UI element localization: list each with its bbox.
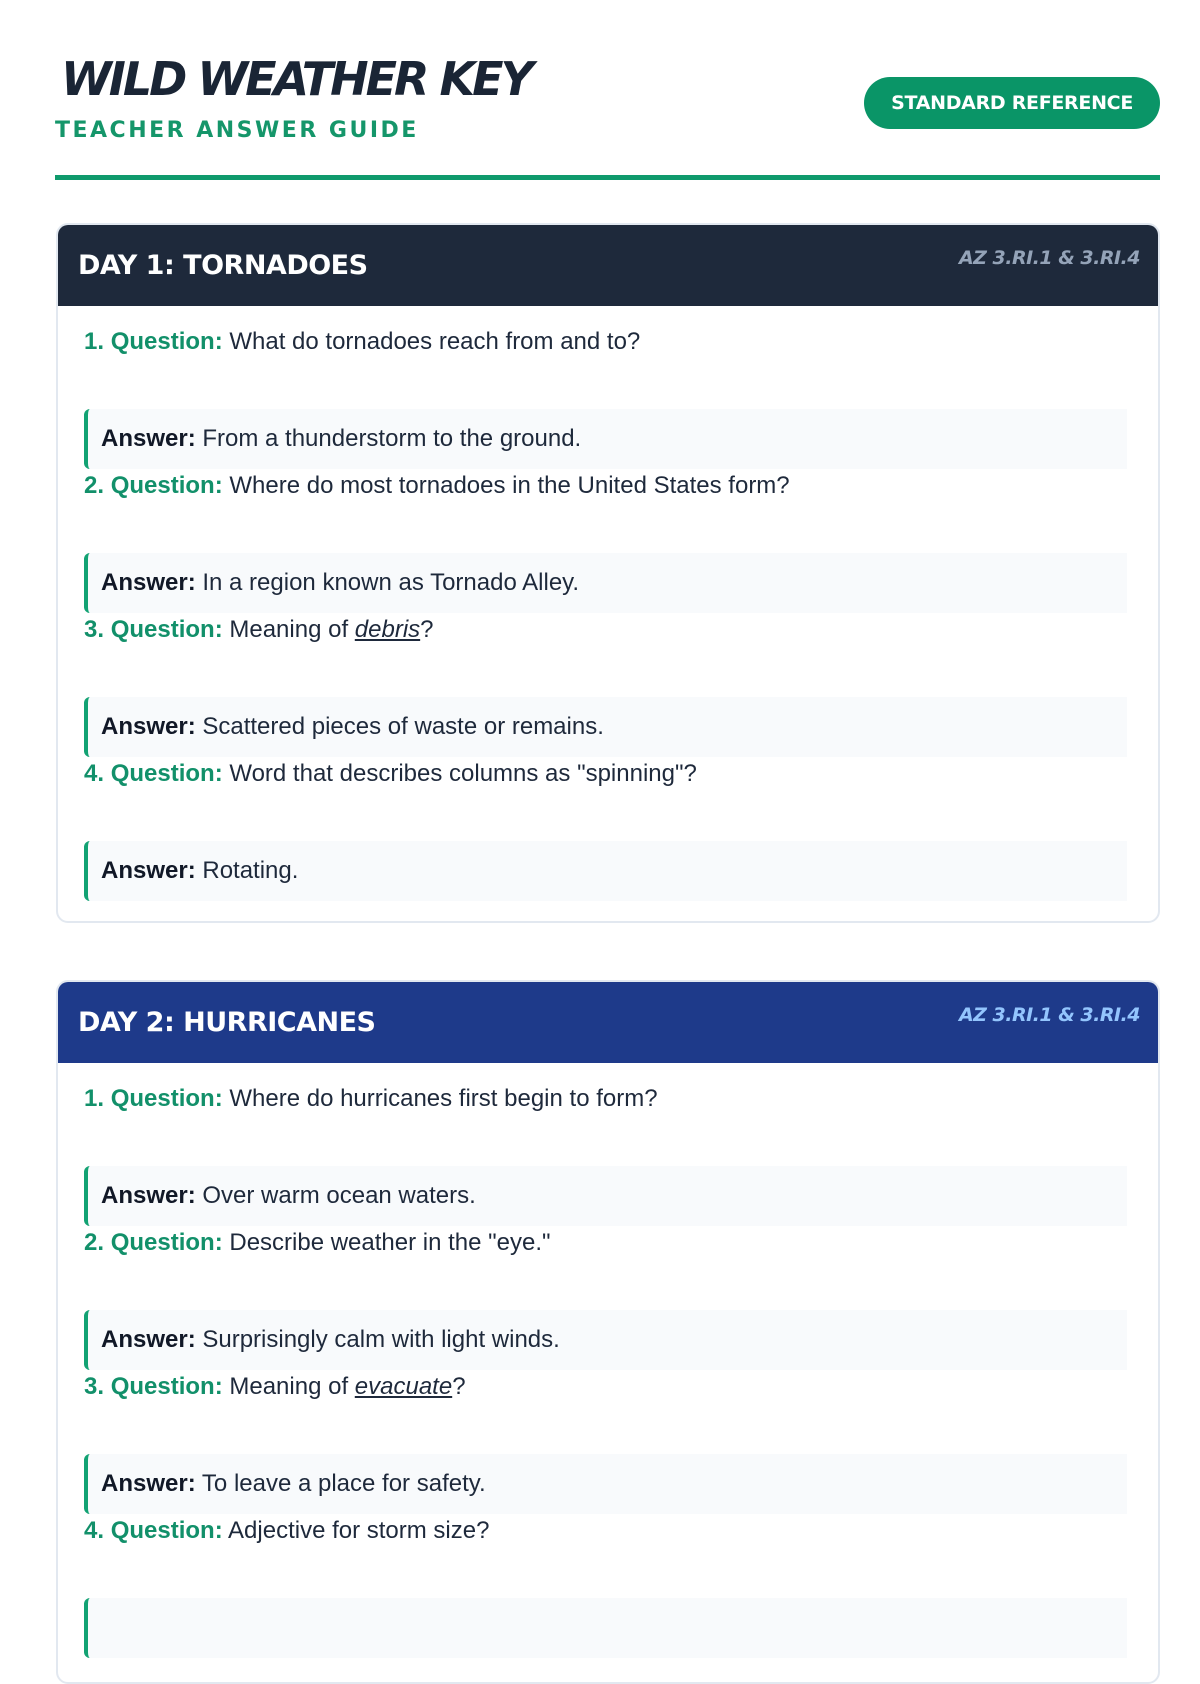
day-2-card — [56, 980, 1160, 1684]
answer-label: Answer: — [101, 713, 196, 740]
question — [84, 753, 1127, 795]
answer — [84, 697, 1127, 757]
question-text: Adjective for storm size? — [228, 1517, 490, 1544]
answer-label: Answer: — [101, 857, 196, 884]
qa-item — [84, 1366, 1127, 1514]
answer — [84, 1310, 1127, 1370]
question — [84, 1078, 1127, 1120]
question — [84, 609, 1127, 651]
question-text-end: ? — [452, 1373, 466, 1400]
question — [84, 321, 1127, 363]
answer-text: Over warm ocean waters. — [202, 1182, 476, 1209]
question — [84, 1366, 1127, 1408]
question — [84, 1510, 1127, 1552]
qa-item — [84, 321, 1127, 469]
question-label: 1. Question: — [84, 1085, 223, 1112]
question-label: 1. Question: — [84, 328, 223, 355]
question-text: Where do most tornadoes in the United States form? — [229, 472, 790, 499]
vocab-word: evacuate — [354, 1373, 453, 1400]
day-1-header — [58, 225, 1158, 306]
answer — [84, 1166, 1127, 1226]
page-subtitle: TEACHER ANSWER GUIDE — [55, 118, 419, 143]
day-2-header — [58, 982, 1158, 1063]
header-divider — [55, 175, 1160, 180]
question — [84, 1222, 1127, 1264]
question-label: 3. Question: — [84, 616, 223, 643]
answer-label: Answer: — [101, 425, 196, 452]
answer-label: Answer: — [101, 1182, 196, 1209]
answer-text: Rotating. — [202, 857, 299, 884]
day-2-standard: AZ 3.RI.1 & 3.RI.4 — [958, 1004, 1140, 1026]
standard-reference-badge: STANDARD REFERENCE — [864, 77, 1160, 129]
answer-text: To leave a place for safety. — [201, 1470, 486, 1497]
day-1-standard: AZ 3.RI.1 & 3.RI.4 — [958, 247, 1140, 269]
qa-item — [84, 753, 1127, 901]
answer — [84, 1598, 1127, 1658]
question-label: 4. Question: — [84, 760, 223, 787]
answer-text: Scattered pieces of waste or remains. — [202, 713, 604, 740]
answer-text: From a thunderstorm to the ground. — [202, 425, 582, 452]
question-text: Meaning of — [229, 616, 355, 643]
question-text: Word that describes columns as "spinning"? — [229, 760, 697, 787]
day-2-title: DAY 2: HURRICANES — [78, 1007, 376, 1038]
answer-label: Answer: — [101, 1326, 196, 1353]
qa-item — [84, 1222, 1127, 1370]
qa-item — [84, 465, 1127, 613]
question — [84, 465, 1127, 507]
day-1-title: DAY 1: TORNADOES — [78, 250, 368, 281]
day-1-card — [56, 223, 1160, 923]
question-text: Describe weather in the "eye." — [229, 1229, 551, 1256]
question-label: 4. Question: — [84, 1517, 223, 1544]
question-text-end: ? — [420, 616, 434, 643]
answer — [84, 1454, 1127, 1514]
qa-item — [84, 1078, 1127, 1226]
vocab-word: debris — [354, 616, 421, 643]
answer — [84, 553, 1127, 613]
question-text: Meaning of — [229, 1373, 355, 1400]
question-text: What do tornadoes reach from and to? — [229, 328, 641, 355]
qa-item — [84, 609, 1127, 757]
question-text: Where do hurricanes first begin to form? — [229, 1085, 658, 1112]
answer-text: In a region known as Tornado Alley. — [202, 569, 580, 596]
qa-item — [84, 1510, 1127, 1658]
answer-label: Answer: — [101, 1470, 196, 1497]
answer-text: Surprisingly calm with light winds. — [202, 1326, 560, 1353]
answer-label: Answer: — [101, 569, 196, 596]
question-label: 3. Question: — [84, 1373, 223, 1400]
answer — [84, 409, 1127, 469]
page-title: WILD WEATHER KEY — [61, 52, 531, 106]
question-label: 2. Question: — [84, 472, 223, 499]
answer — [84, 841, 1127, 901]
question-label: 2. Question: — [84, 1229, 223, 1256]
